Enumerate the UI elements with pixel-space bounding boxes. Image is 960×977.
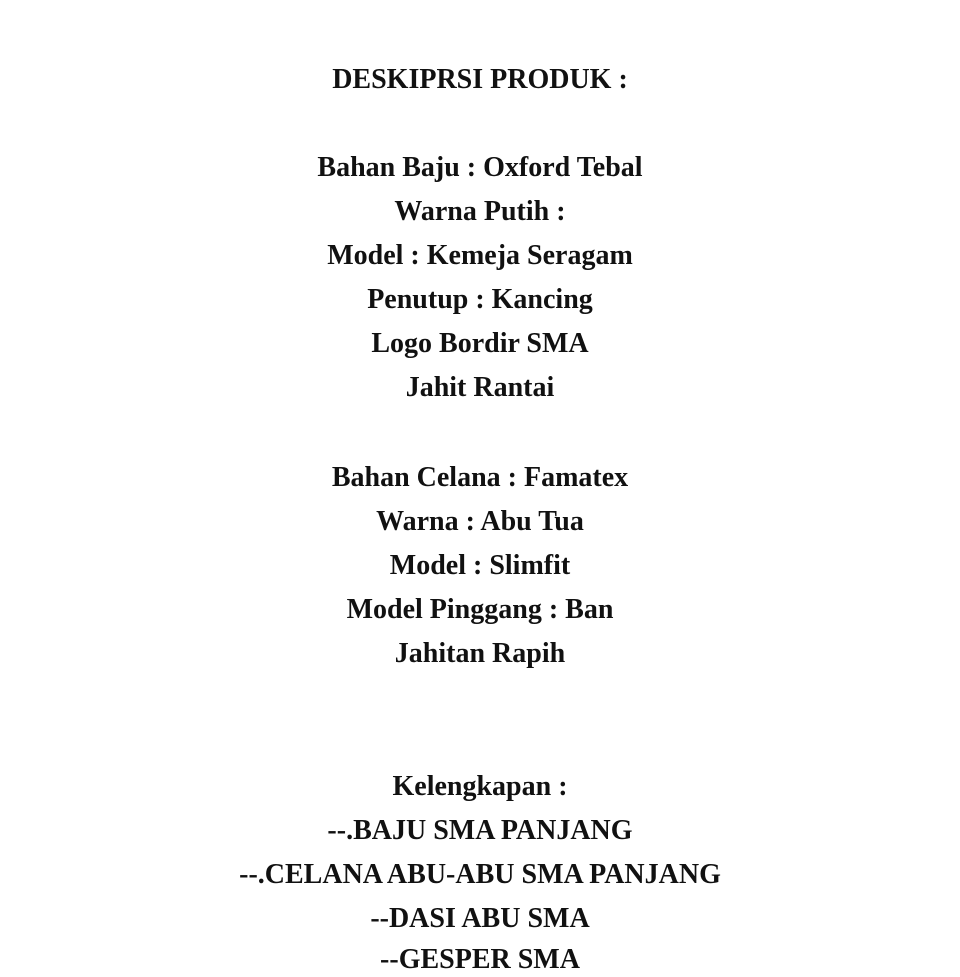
celana-warna: Warna : Abu Tua [376,506,584,537]
kelengkapan-item: --.CELANA ABU-ABU SMA PANJANG [239,859,721,890]
celana-model: Model : Slimfit [389,550,571,581]
celana-jahitan: Jahitan Rapih [394,638,566,669]
baju-bahan: Bahan Baju : Oxford Tebal [317,152,643,183]
baju-logo: Logo Bordir SMA [371,328,589,359]
baju-jahit: Jahit Rantai [405,372,555,403]
baju-penutup: Penutup : Kancing [367,284,593,315]
baju-model: Model : Kemeja Seragam [327,240,633,271]
kelengkapan-heading: Kelengkapan : [392,771,568,802]
celana-pinggang: Model Pinggang : Ban [346,594,614,625]
kelengkapan-item: --GESPER SMA [380,944,580,975]
kelengkapan-item: --DASI ABU SMA [370,903,590,934]
celana-bahan: Bahan Celana : Famatex [331,462,629,493]
baju-warna: Warna Putih : [394,196,566,227]
page-title: DESKIPRSI PRODUK : [332,64,628,95]
kelengkapan-item: --.BAJU SMA PANJANG [327,815,633,846]
